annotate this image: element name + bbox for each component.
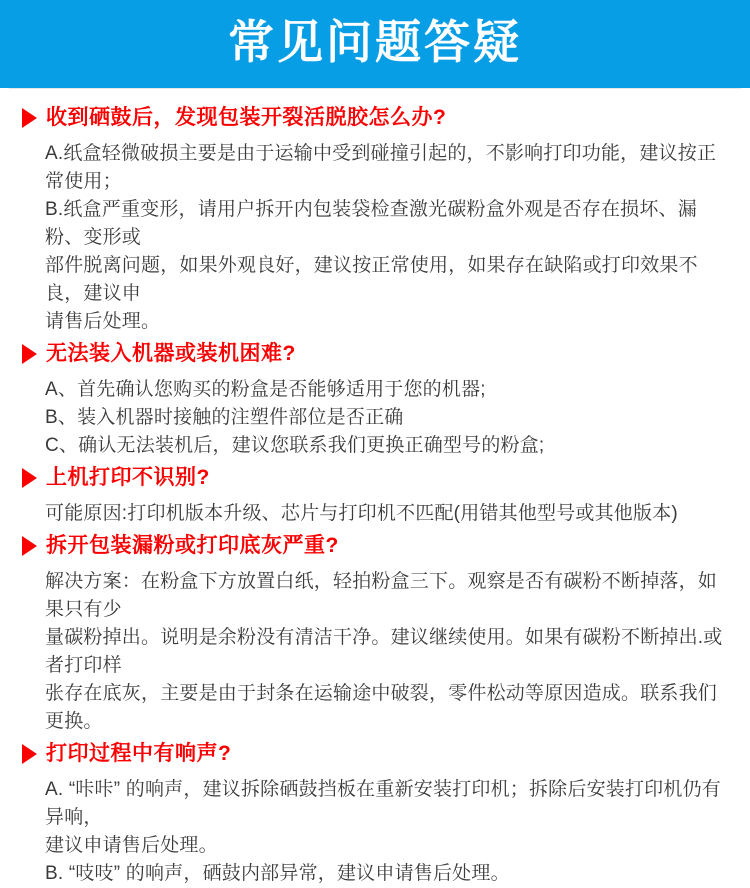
faq-answers (45, 376, 728, 460)
faq-question-row (22, 341, 728, 367)
faq-answer-line: 量碳粉掉出。说明是余粉没有清洁干净。建议继续使用。如果有碳粉不断掉出.或者打印样 (45, 627, 723, 676)
triangle-bullet-icon (22, 468, 37, 488)
faq-answer-line: B、装入机器时接触的注塑件部位是否正确 (45, 407, 404, 428)
faq-content (0, 88, 750, 888)
page-header (0, 0, 750, 88)
faq-answer-line: B. “吱吱” 的响声，硒鼓内部异常，建议申请售后处理。 (45, 863, 510, 884)
faq-answer-line: 张存在底灰，主要是由于封条在运输途中破裂，零件松动等原因造成。联系我们更换。 (45, 683, 718, 732)
faq-question: 打印过程中有响声? (46, 742, 232, 765)
faq-answer-line: A、首先确认您购买的粉盒是否能够适用于您的机器; (45, 379, 486, 400)
faq-question-row (22, 741, 728, 767)
faq-answer-line: 建议申请售后处理。 (45, 835, 218, 856)
faq-section (22, 465, 728, 528)
faq-question: 上机打印不识别? (46, 466, 210, 489)
faq-answers (45, 568, 728, 736)
faq-section (22, 533, 728, 736)
faq-section (22, 341, 728, 460)
faq-answer-line: B.纸盒严重变形，请用户拆开内包装袋检查激光碳粉盒外观是否存在损坏、漏粉、变形或 (45, 199, 697, 248)
faq-question-row (22, 105, 728, 131)
faq-answer-line: C、确认无法装机后，建议您联系我们更换正确型号的粉盒; (45, 435, 545, 456)
faq-answer-line: 可能原因:打印机版本升级、芯片与打印机不匹配(用错其他型号或其他版本) (45, 503, 678, 524)
faq-answer-line: 部件脱离问题，如果外观良好，建议按正常使用，如果存在缺陷或打印效果不良，建议申 (45, 255, 698, 304)
faq-section (22, 741, 728, 888)
faq-question: 拆开包装漏粉或打印底灰严重? (46, 534, 339, 557)
triangle-bullet-icon (22, 744, 37, 764)
triangle-bullet-icon (22, 536, 37, 556)
faq-question: 无法装入机器或装机困难? (46, 342, 296, 365)
faq-answers (45, 140, 728, 336)
faq-answer-line: 请售后处理。 (45, 311, 161, 332)
faq-section (22, 105, 728, 336)
faq-question-row (22, 465, 728, 491)
triangle-bullet-icon (22, 108, 37, 128)
faq-answer-line: A. “咔咔” 的响声，建议拆除硒鼓挡板在重新安装打印机；拆除后安装打印机仍有异响， (45, 779, 721, 828)
faq-answer-line: 解决方案：在粉盒下方放置白纸，轻拍粉盒三下。观察是否有碳粉不断掉落，如果只有少 (45, 571, 718, 620)
faq-answer-line: A.纸盒轻微破损主要是由于运输中受到碰撞引起的，不影响打印功能，建议按正常使用； (45, 143, 717, 192)
faq-answers (45, 776, 728, 888)
triangle-bullet-icon (22, 344, 37, 364)
faq-answers (45, 500, 728, 528)
page-title: 常见问题答疑 (228, 16, 522, 68)
faq-question: 收到硒鼓后，发现包装开裂活脱胶怎么办? (46, 106, 447, 129)
faq-question-row (22, 533, 728, 559)
